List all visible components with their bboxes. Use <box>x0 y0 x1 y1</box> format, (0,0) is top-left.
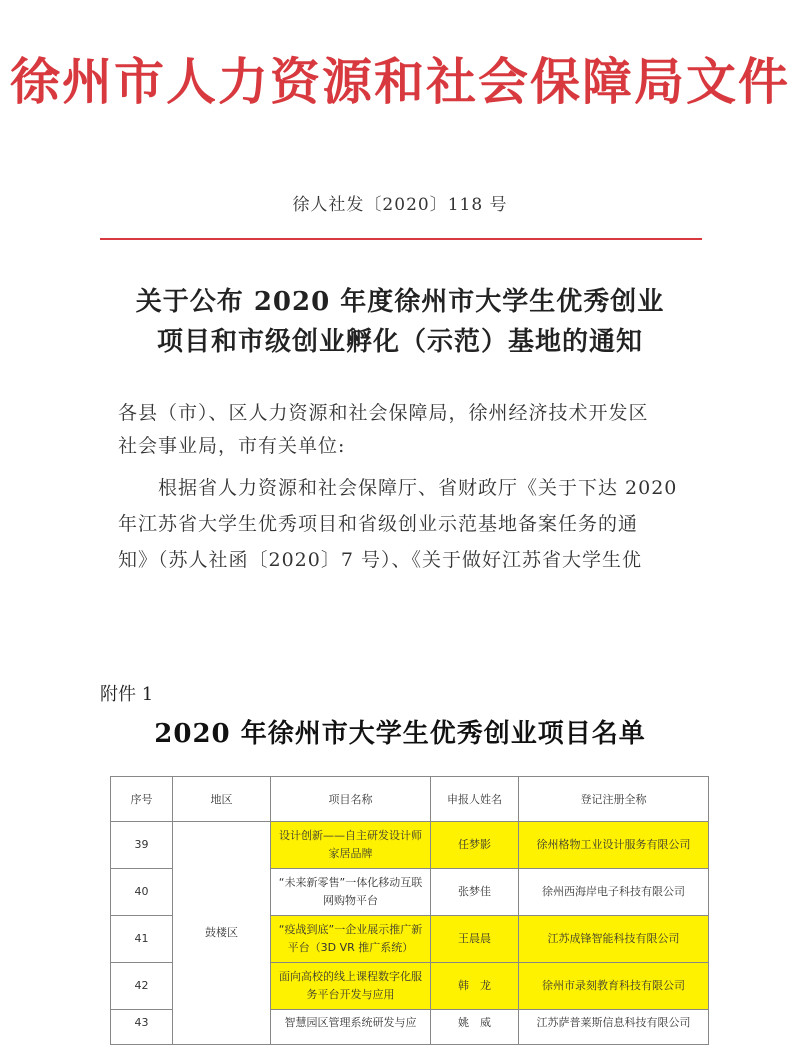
header-cell-no: 序号 <box>111 777 173 822</box>
applicant-name: 王晨晨 <box>431 916 519 963</box>
document-number: 徐人社发〔2020〕118 号 <box>292 195 508 215</box>
attachment-label: 附件 1 <box>100 684 154 705</box>
header-cell-company: 登记注册全称 <box>519 777 709 822</box>
project-list-table <box>110 776 709 1045</box>
notice-title-line-2: 项目和市级创业孵化（示范）基地的通知 <box>156 327 643 357</box>
header-divider <box>100 238 702 240</box>
company-name: 徐州格物工业设计服务有限公司 <box>519 822 709 869</box>
company-name: 江苏成锋智能科技有限公司 <box>519 916 709 963</box>
notice-title <box>0 282 800 362</box>
row-no: 42 <box>111 963 173 1010</box>
project-name: “未来新零售”一体化移动互联网购物平台 <box>271 869 431 916</box>
company-name: 徐州西海岸电子科技有限公司 <box>519 869 709 916</box>
project-name: “疫战到底”一企业展示推广新平台（3D VR 推广系统） <box>271 916 431 963</box>
body-line-4: 年江苏省大学生优秀项目和省级创业示范基地备案任务的通 <box>118 513 639 535</box>
project-name: 面向高校的线上课程数字化服务平台开发与应用 <box>271 963 431 1010</box>
header-cell-applicant: 申报人姓名 <box>431 777 519 822</box>
applicant-name: 韩 龙 <box>431 963 519 1010</box>
attachment-list-title: 2020 年徐州市大学生优秀创业项目名单 <box>154 719 646 749</box>
document-header-title: 徐州市人力资源和社会保障局文件 <box>10 52 790 111</box>
row-no: 40 <box>111 869 173 916</box>
body-line-1: 各县（市）、区人力资源和社会保障局，徐州经济技术开发区 <box>118 402 649 424</box>
row-no: 41 <box>111 916 173 963</box>
project-name: 设计创新——自主研发设计师家居品牌 <box>271 822 431 869</box>
body-line-2: 社会事业局，市有关单位: <box>118 435 346 457</box>
company-name: 江苏萨普莱斯信息科技有限公司 <box>519 1010 709 1045</box>
notice-title-line-1: 关于公布 2020 年度徐州市大学生优秀创业 <box>135 287 665 317</box>
row-no: 39 <box>111 822 173 869</box>
header-cell-district: 地区 <box>173 777 271 822</box>
applicant-name: 张梦佳 <box>431 869 519 916</box>
district-cell: 鼓楼区 <box>173 822 271 1045</box>
header-cell-project: 项目名称 <box>271 777 431 822</box>
company-name: 徐州市录刻教育科技有限公司 <box>519 963 709 1010</box>
table-header-row <box>111 777 709 822</box>
project-name: 智慧园区管理系统研发与应 <box>271 1010 431 1045</box>
body-line-5: 知》（苏人社函〔2020〕7 号）、《关于做好江苏省大学生优 <box>118 549 642 571</box>
table-row <box>111 822 709 869</box>
body-line-3: 根据省人力资源和社会保障厅、省财政厅《关于下达 2020 <box>158 477 678 499</box>
applicant-name: 任梦影 <box>431 822 519 869</box>
applicant-name: 姚 威 <box>431 1010 519 1045</box>
row-no: 43 <box>111 1010 173 1045</box>
